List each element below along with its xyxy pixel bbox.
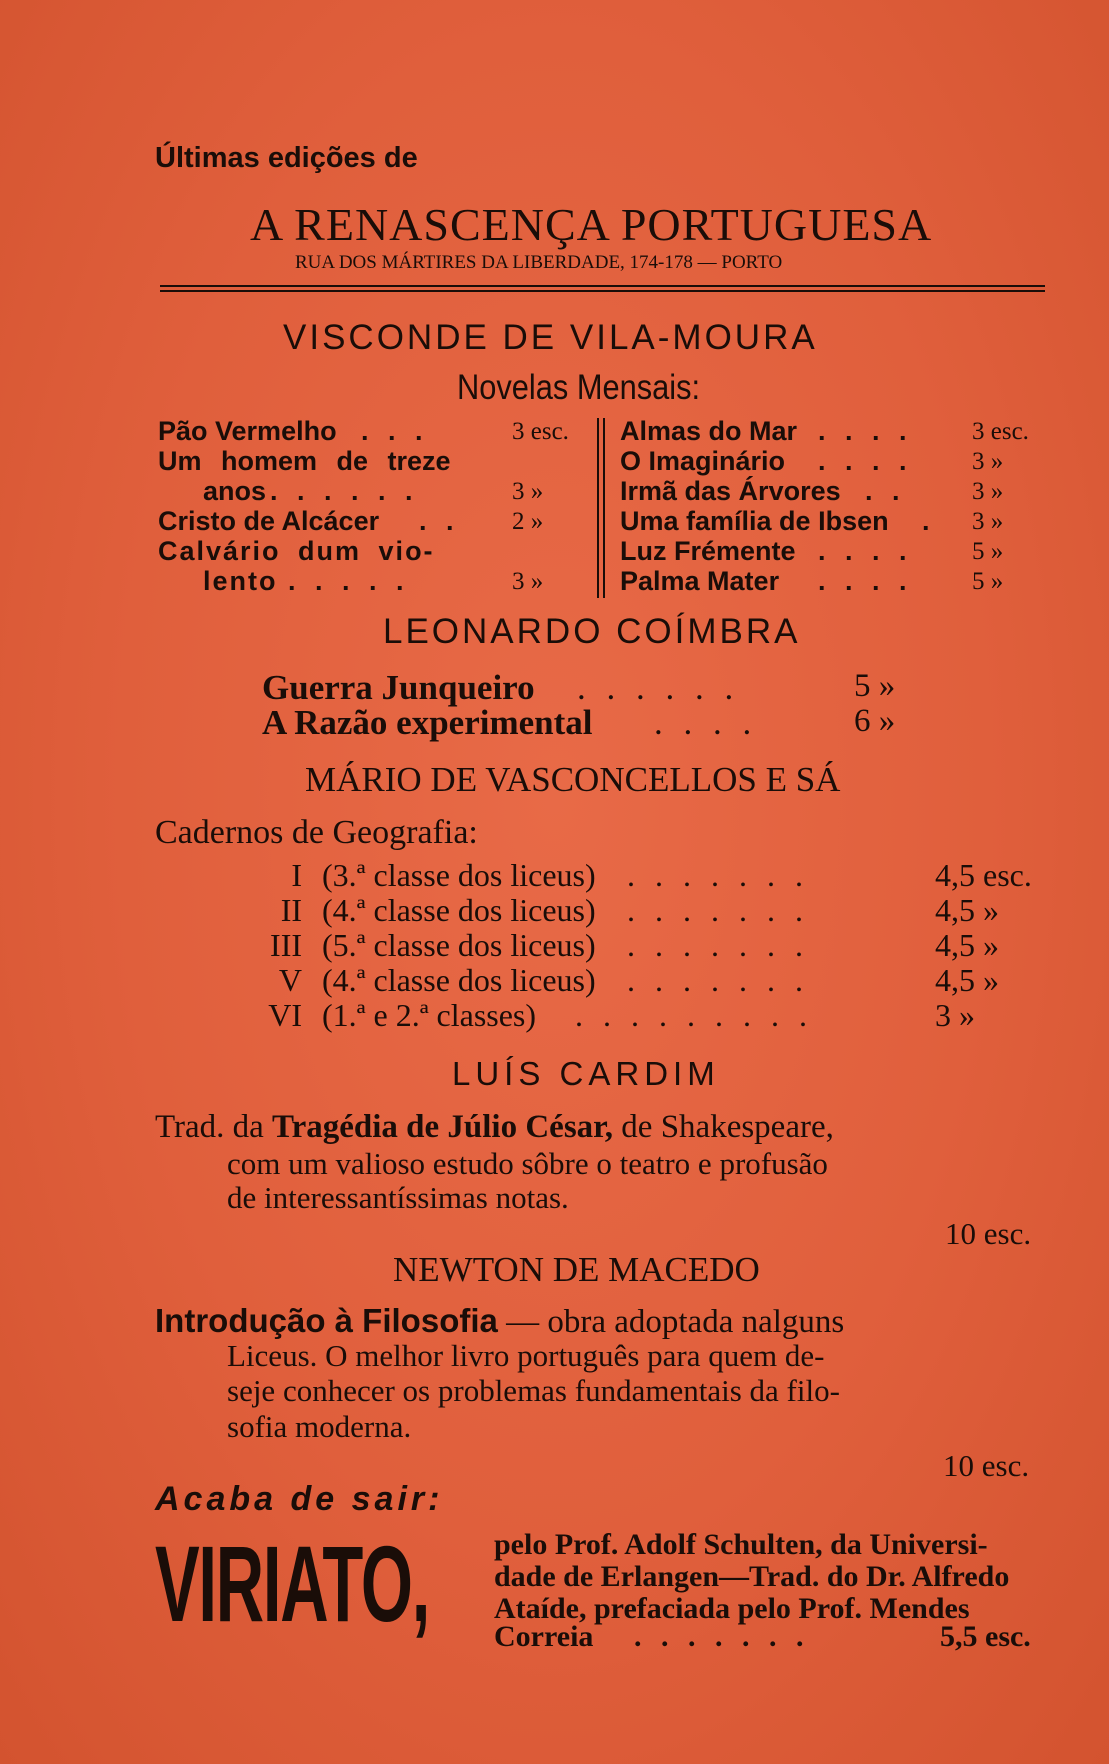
book-title: Almas do Mar: [620, 416, 798, 446]
book-title: (5.ª classe dos liceus): [322, 927, 596, 963]
header-rule-top: [160, 285, 1045, 287]
coimbra-author: LEONARDO COÍMBRA: [383, 612, 801, 651]
book-title: anos: [203, 476, 267, 506]
book-title: Calvário dum vio-: [158, 536, 435, 566]
viriato-description-line-3: Ataíde, prefaciada pelo Prof. Mendes: [494, 1592, 970, 1625]
list-item: [620, 506, 1050, 536]
leader-dots: . . . . .: [288, 566, 410, 596]
macedo-description-line-1: [155, 1302, 844, 1341]
leader-dots: . . .: [361, 416, 429, 446]
macedo-price: 10 esc.: [943, 1448, 1030, 1483]
cardim-book-title: Tragédia de Júlio César,: [272, 1109, 614, 1145]
leader-dots: . . . . . . .: [627, 962, 809, 998]
leader-dots: . . . . . . .: [627, 892, 809, 928]
list-item: [262, 703, 922, 741]
leader-dots: . . . .: [654, 703, 758, 742]
list-item: [620, 446, 1050, 476]
volume-number: VI: [268, 997, 302, 1033]
book-price: 4,5 »: [935, 962, 999, 998]
leader-dots: . . . . . . . . .: [575, 997, 813, 1033]
volume-number: II: [280, 892, 302, 928]
leader-dots: . . . .: [818, 416, 913, 446]
book-price: 4,5 esc.: [935, 857, 1032, 893]
book-price: 5 »: [854, 668, 896, 704]
book-price: 6 »: [854, 703, 896, 739]
volume-number: V: [278, 962, 302, 998]
list-item: [158, 506, 583, 536]
cardim-author: LUÍS CARDIM: [452, 1055, 720, 1092]
list-item: [158, 536, 583, 566]
leader-dots: . . . . . .: [270, 476, 419, 506]
cardim-description-line-1: [155, 1109, 834, 1146]
list-item: [158, 416, 583, 446]
macedo-description-line-4: sofia moderna.: [227, 1409, 412, 1444]
book-price: 5 »: [972, 538, 1004, 565]
viriato-price: 5,5 esc.: [940, 1620, 1031, 1653]
book-price: 2 »: [512, 508, 544, 535]
macedo-line-1-rest: — obra adoptada nalguns: [497, 1304, 845, 1340]
book-title: Uma família de Ibsen: [620, 506, 889, 536]
book-title: Palma Mater: [620, 566, 780, 596]
vila-moura-author: VISCONDE DE VILA-MOURA: [283, 318, 818, 357]
book-title: Cristo de Alcácer: [158, 506, 380, 536]
book-price: 3 esc.: [512, 418, 569, 445]
book-title: Irmã das Árvores: [620, 476, 841, 506]
book-title: Guerra Junqueiro: [262, 668, 535, 707]
cardim-description-line-3: de interessantíssimas notas.: [227, 1180, 569, 1215]
leader-dots: . . . .: [818, 536, 913, 566]
cardim-text-prefix: Trad. da: [155, 1109, 273, 1145]
list-item: [155, 927, 1055, 961]
volume-number: I: [291, 857, 302, 893]
macedo-book-title: Introdução à Filosofia: [155, 1302, 498, 1339]
book-price: 3 »: [972, 478, 1004, 505]
viriato-description-line-1: pelo Prof. Adolf Schulten, da Universi-: [494, 1528, 988, 1561]
intro-heading: Últimas edições de: [155, 142, 418, 174]
list-item: [155, 892, 1055, 926]
book-price: 4,5 »: [935, 927, 999, 963]
macedo-description-line-3: seje conhecer os problemas fundamentais da filo-: [227, 1373, 840, 1408]
book-title: lento: [203, 566, 278, 596]
book-title: Um homem de treze: [158, 446, 451, 476]
column-divider-left: [597, 418, 599, 598]
viriato-title: VIRIATO,: [155, 1523, 430, 1644]
leader-dots: . .: [865, 476, 906, 506]
book-price: 5 »: [972, 568, 1004, 595]
header-rule-bottom: [160, 290, 1045, 292]
book-title: A Razão experimental: [262, 703, 593, 742]
leader-dots: . . . . . .: [577, 668, 740, 707]
leader-dots: . . . . . . .: [634, 1620, 810, 1653]
list-item: [494, 1620, 1054, 1652]
book-price: 3 »: [512, 478, 544, 505]
leader-dots: . . . . . . .: [627, 927, 809, 963]
vila-moura-series: Novelas Mensais:: [457, 368, 701, 407]
list-item: [158, 476, 583, 506]
book-price: 3 »: [972, 448, 1004, 475]
list-item: [620, 566, 1050, 596]
column-divider-right: [603, 418, 605, 598]
cardim-price: 10 esc.: [945, 1216, 1032, 1251]
book-title: Luz Frémente: [620, 536, 796, 566]
book-price: 3 »: [512, 568, 544, 595]
vasconcellos-series: Cadernos de Geografia:: [155, 814, 478, 851]
list-item: [620, 536, 1050, 566]
book-title: (4.ª classe dos liceus): [322, 962, 596, 998]
vasconcellos-author: MÁRIO DE VASCONCELLOS E SÁ: [305, 760, 841, 799]
list-item: [158, 446, 583, 476]
leader-dots: . . . .: [818, 446, 913, 476]
macedo-description-line-2: Liceus. O melhor livro português para quem de-: [227, 1338, 825, 1373]
publisher-name: A RENASCENÇA PORTUGUESA: [250, 199, 933, 250]
macedo-author: NEWTON DE MACEDO: [393, 1250, 760, 1289]
book-title: Pão Vermelho: [158, 416, 337, 446]
publisher-address: RUA DOS MÁRTIRES DA LIBERDADE, 174-178 — PORTO: [295, 252, 783, 273]
list-item: [155, 962, 1055, 996]
book-title: O Imaginário: [620, 446, 786, 476]
list-item: [620, 416, 1050, 446]
viriato-line-4-title: Correia: [494, 1620, 594, 1653]
viriato-description-line-2: dade de Erlangen—Trad. do Dr. Alfredo: [494, 1560, 1010, 1593]
book-title: (3.ª classe dos liceus): [322, 857, 596, 893]
list-item: [155, 997, 1055, 1031]
list-item: [158, 566, 583, 596]
book-title: (4.ª classe dos liceus): [322, 892, 596, 928]
book-price: 3 esc.: [972, 418, 1029, 445]
book-title: (1.ª e 2.ª classes): [322, 997, 537, 1033]
leader-dots: .: [922, 506, 936, 536]
volume-number: III: [270, 927, 302, 963]
cardim-description-line-2: com um valioso estudo sôbre o teatro e profusão: [227, 1146, 828, 1181]
book-price: 4,5 »: [935, 892, 999, 928]
list-item: [620, 476, 1050, 506]
new-release-announcement: Acaba de sair:: [155, 1480, 444, 1518]
list-item: [155, 857, 1055, 891]
cardim-text-suffix: de Shakespeare,: [613, 1109, 834, 1145]
leader-dots: . . . . . . .: [627, 857, 809, 893]
book-price: 3 »: [972, 508, 1004, 535]
book-price: 3 »: [935, 997, 975, 1033]
leader-dots: . .: [419, 506, 460, 536]
leader-dots: . . . .: [818, 566, 913, 596]
list-item: [262, 668, 922, 706]
